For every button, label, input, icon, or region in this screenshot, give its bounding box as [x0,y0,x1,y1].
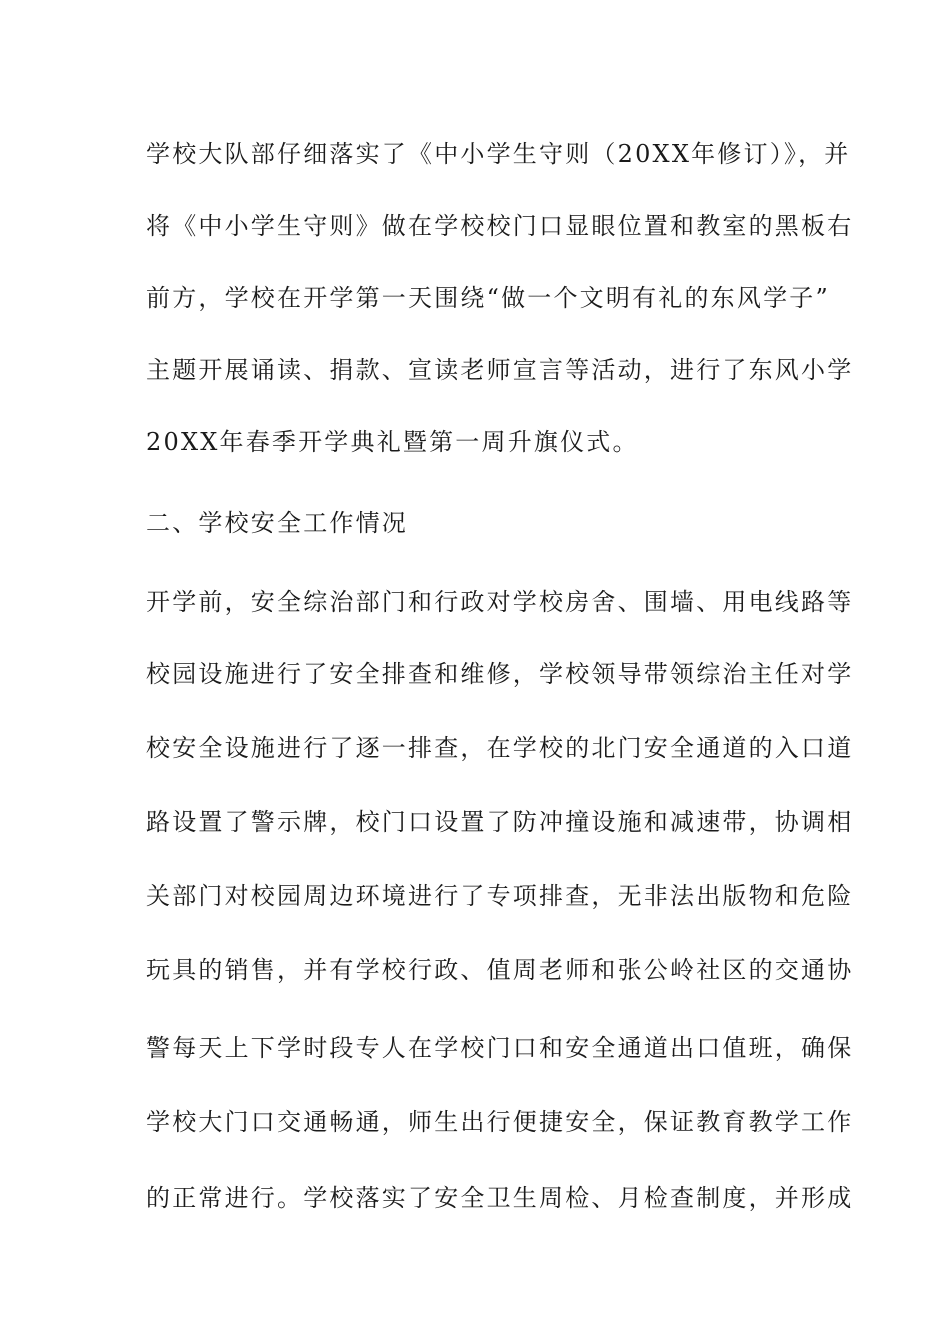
paragraph-line: 路设置了警示牌，校门口设置了防冲撞设施和减速带，协调相 [146,808,854,836]
paragraph-line: 主题开展诵读、捐款、宣读老师宣言等活动，进行了东风小学 [146,356,854,384]
paragraph-line: 前方，学校在开学第一天围绕“做一个文明有礼的东风学子” [146,284,830,312]
paragraph-line: 学校大门口交通畅通，师生出行便捷安全，保证教育教学工作 [146,1108,854,1136]
section-heading: 二、学校安全工作情况 [146,509,408,537]
paragraph-line: 关部门对校园周边环境进行了专项排查，无非法出版物和危险 [146,882,854,910]
paragraph-line: 的正常进行。学校落实了安全卫生周检、月检查制度，并形成 [146,1184,854,1212]
paragraph-line: 20XX年春季开学典礼暨第一周升旗仪式。 [146,428,639,456]
paragraph-line: 校园设施进行了安全排查和维修，学校领导带领综治主任对学 [146,660,854,688]
paragraph-line: 将《中小学生守则》做在学校校门口显眼位置和教室的黑板右 [146,212,854,240]
paragraph-line: 学校大队部仔细落实了《中小学生守则（20XX年修订）》，并 [146,140,851,168]
paragraph-line: 警每天上下学时段专人在学校门口和安全通道出口值班，确保 [146,1034,854,1062]
paragraph-line: 玩具的销售，并有学校行政、值周老师和张公岭社区的交通协 [146,956,854,984]
paragraph-line: 开学前，安全综治部门和行政对学校房舍、围墙、用电线路等 [146,588,854,616]
paragraph-line: 校安全设施进行了逐一排查，在学校的北门安全通道的入口道 [146,734,854,762]
